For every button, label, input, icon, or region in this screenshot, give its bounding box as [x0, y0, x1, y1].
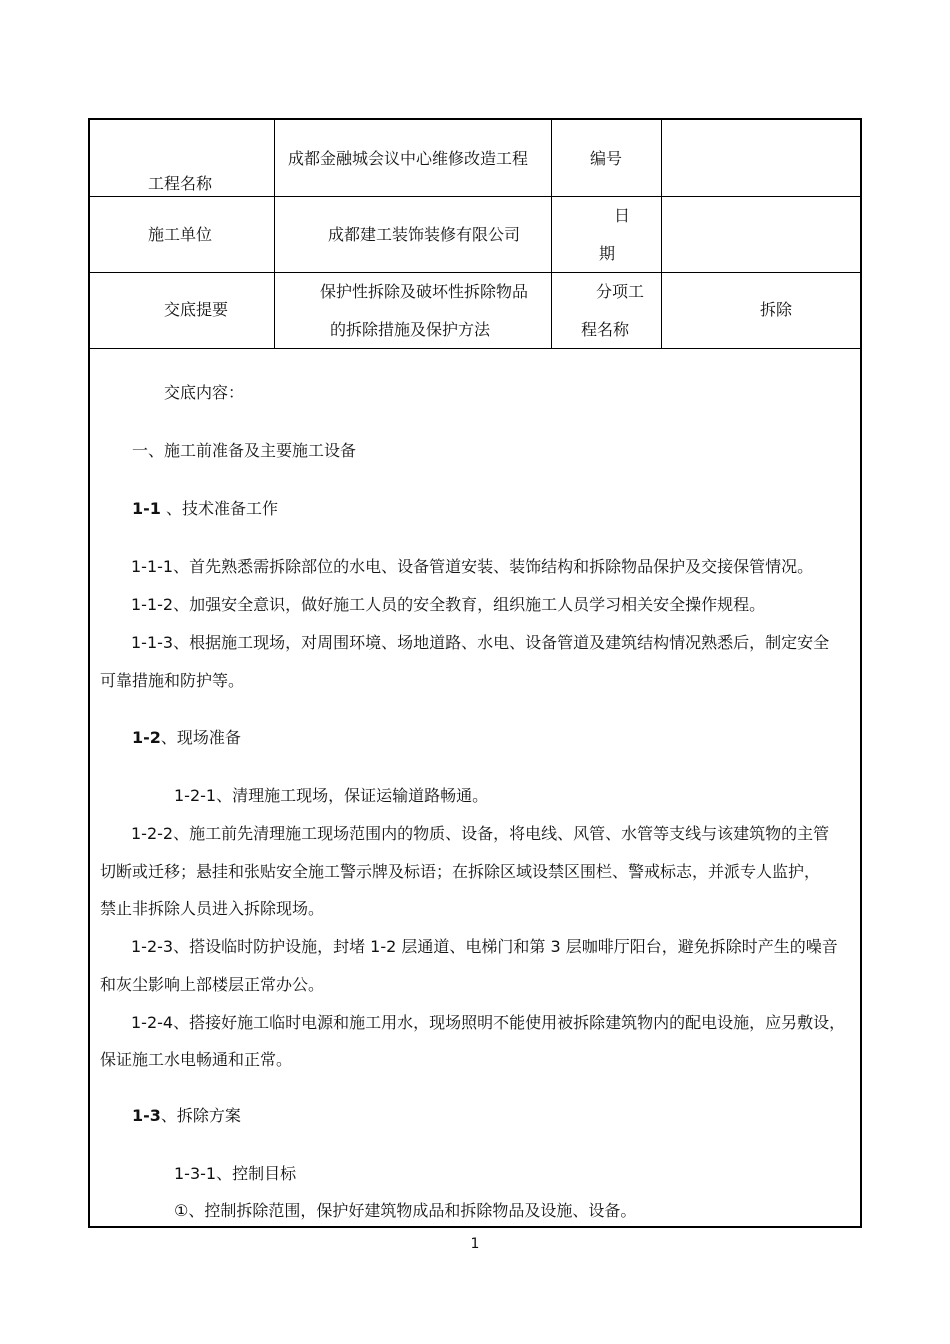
subsection-1-3-title: 、拆除方案 [160, 1106, 241, 1125]
subsection-1-1-heading [132, 499, 278, 519]
column-divider-1 [274, 120, 275, 348]
column-divider-3 [661, 120, 662, 348]
subsection-1-2-heading [132, 728, 241, 748]
project-name-label: 工程名称 [148, 174, 213, 193]
paragraph-1-1-2: 1-1-2、加强安全意识，做好施工人员的安全教育，组织施工人员学习相关安全操作规程。 [131, 595, 766, 614]
summary-value-line1: 保护性拆除及破坏性拆除物品 [320, 282, 529, 301]
row-divider-3 [90, 348, 860, 349]
paragraph-1-1-3-line1: 1-1-3、根据施工现场，对周围环境、场地道路、水电、设备管道及建筑结构情况熟悉后，制定安全 [131, 633, 830, 652]
summary-value-line2: 的拆除措施及保护方法 [330, 320, 491, 339]
summary-label: 交底提要 [164, 300, 229, 319]
paragraph-1-2-3-line1: 1-2-3、搭设临时防护设施，封堵 1-2 层通道、电梯门和第 3 层咖啡厅阳台，避免拆除时产生的噪音 [131, 937, 838, 956]
paragraph-1-1-3-line2: 可靠措施和防护等。 [100, 671, 245, 690]
section-1-heading: 一、施工前准备及主要施工设备 [132, 441, 357, 460]
subsection-1-1-title: 、技术准备工作 [160, 499, 278, 518]
subsection-1-3-number: 1-3 [132, 1106, 161, 1125]
date-label-line2: 期 [599, 244, 616, 263]
paragraph-1-2-3-line2: 和灰尘影响上部楼层正常办公。 [100, 975, 325, 994]
intro-label: 交底内容： [164, 383, 245, 402]
date-label-line1: 日 [614, 206, 631, 225]
paragraph-1-2-2-line2: 切断或迁移；悬挂和张贴安全施工警示牌及标语；在拆除区域设禁区围栏、警戒标志，并派专人监护， [100, 862, 821, 881]
paragraph-1-2-4-line1: 1-2-4、搭接好施工临时电源和施工用水，现场照明不能使用被拆除建筑物内的配电设施，应另敷设， [131, 1013, 846, 1032]
subitem-label-line2: 程名称 [581, 320, 630, 339]
project-name-value: 成都金融城会议中心维修改造工程 [288, 149, 529, 168]
subitem-value: 拆除 [760, 300, 793, 319]
construction-unit-value: 成都建工装饰装修有限公司 [328, 225, 521, 244]
subitem-label-line1: 分项工 [596, 282, 645, 301]
paragraph-1-2-1: 1-2-1、清理施工现场，保证运输道路畅通。 [174, 786, 489, 805]
subsection-1-1-number: 1-1 [132, 499, 161, 518]
paragraph-1-2-2-line3: 禁止非拆除人员进入拆除现场。 [100, 899, 325, 918]
row-divider-2 [90, 272, 860, 273]
construction-unit-label: 施工单位 [148, 225, 213, 244]
subsection-1-2-number: 1-2 [132, 728, 161, 747]
page-number: 1 [470, 1236, 480, 1252]
subsection-1-3-heading [132, 1106, 241, 1126]
subsection-1-2-title: 、现场准备 [160, 728, 241, 747]
paragraph-1-2-4-line2: 保证施工水电畅通和正常。 [100, 1050, 293, 1069]
paragraph-1-1-1: 1-1-1、首先熟悉需拆除部位的水电、设备管道安装、装饰结构和拆除物品保护及交接保管情况。 [131, 557, 814, 576]
number-label: 编号 [590, 149, 623, 168]
paragraph-1-3-1: 1-3-1、控制目标 [174, 1164, 297, 1183]
column-divider-2 [551, 120, 552, 348]
disclosure-form [88, 118, 862, 1228]
paragraph-circle-1: ①、控制拆除范围，保护好建筑物成品和拆除物品及设施、设备。 [174, 1201, 637, 1220]
row-divider-1 [90, 196, 860, 197]
paragraph-1-2-2-line1: 1-2-2、施工前先清理施工现场范围内的物质、设备，将电线、风管、水管等支线与该建筑物的主管 [131, 824, 830, 843]
